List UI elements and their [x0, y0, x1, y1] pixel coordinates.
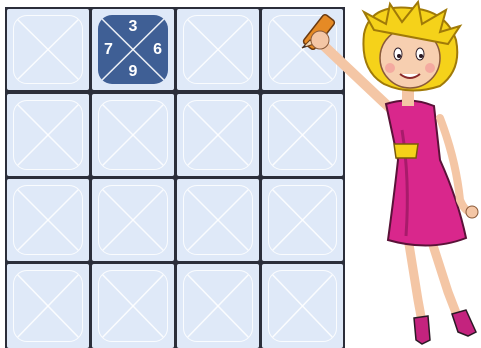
board-cell-r2-c1[interactable]	[92, 179, 174, 261]
board-cell-r0-c0[interactable]	[7, 9, 89, 90]
x-mark-icon	[14, 271, 82, 341]
board-cell-r1-c2[interactable]	[177, 94, 259, 176]
board-cell-r3-c1[interactable]	[92, 264, 174, 348]
girl-character-illustration	[290, 0, 481, 348]
x-mark-icon	[14, 101, 82, 169]
shoe-left	[414, 316, 430, 344]
x-mark-icon	[184, 186, 252, 254]
x-mark-icon	[14, 16, 82, 83]
tile-number-right: 6	[153, 40, 162, 58]
tile-number-left: 7	[104, 40, 113, 58]
x-mark-icon	[184, 101, 252, 169]
x-mark-icon	[99, 101, 167, 169]
board-cell-r0-c1[interactable]	[92, 9, 174, 90]
tile-number-bottom: 9	[128, 63, 138, 80]
x-mark-icon	[184, 271, 252, 341]
board-cell-r0-c2[interactable]	[177, 9, 259, 90]
board-cell-r3-c2[interactable]	[177, 264, 259, 348]
dress-pocket	[394, 144, 418, 158]
board-cell-r1-c1[interactable]	[92, 94, 174, 176]
number-tile[interactable]	[98, 15, 168, 84]
board-cell-r1-c0[interactable]	[7, 94, 89, 176]
shoe-right	[452, 310, 476, 336]
x-mark-icon	[99, 271, 167, 341]
x-mark-icon	[184, 16, 252, 83]
tile-number-top: 3	[128, 18, 138, 35]
x-mark-icon	[99, 186, 167, 254]
board-cell-r2-c2[interactable]	[177, 179, 259, 261]
x-mark-icon	[14, 186, 82, 254]
board-cell-r3-c0[interactable]	[7, 264, 89, 348]
board-cell-r2-c0[interactable]	[7, 179, 89, 261]
